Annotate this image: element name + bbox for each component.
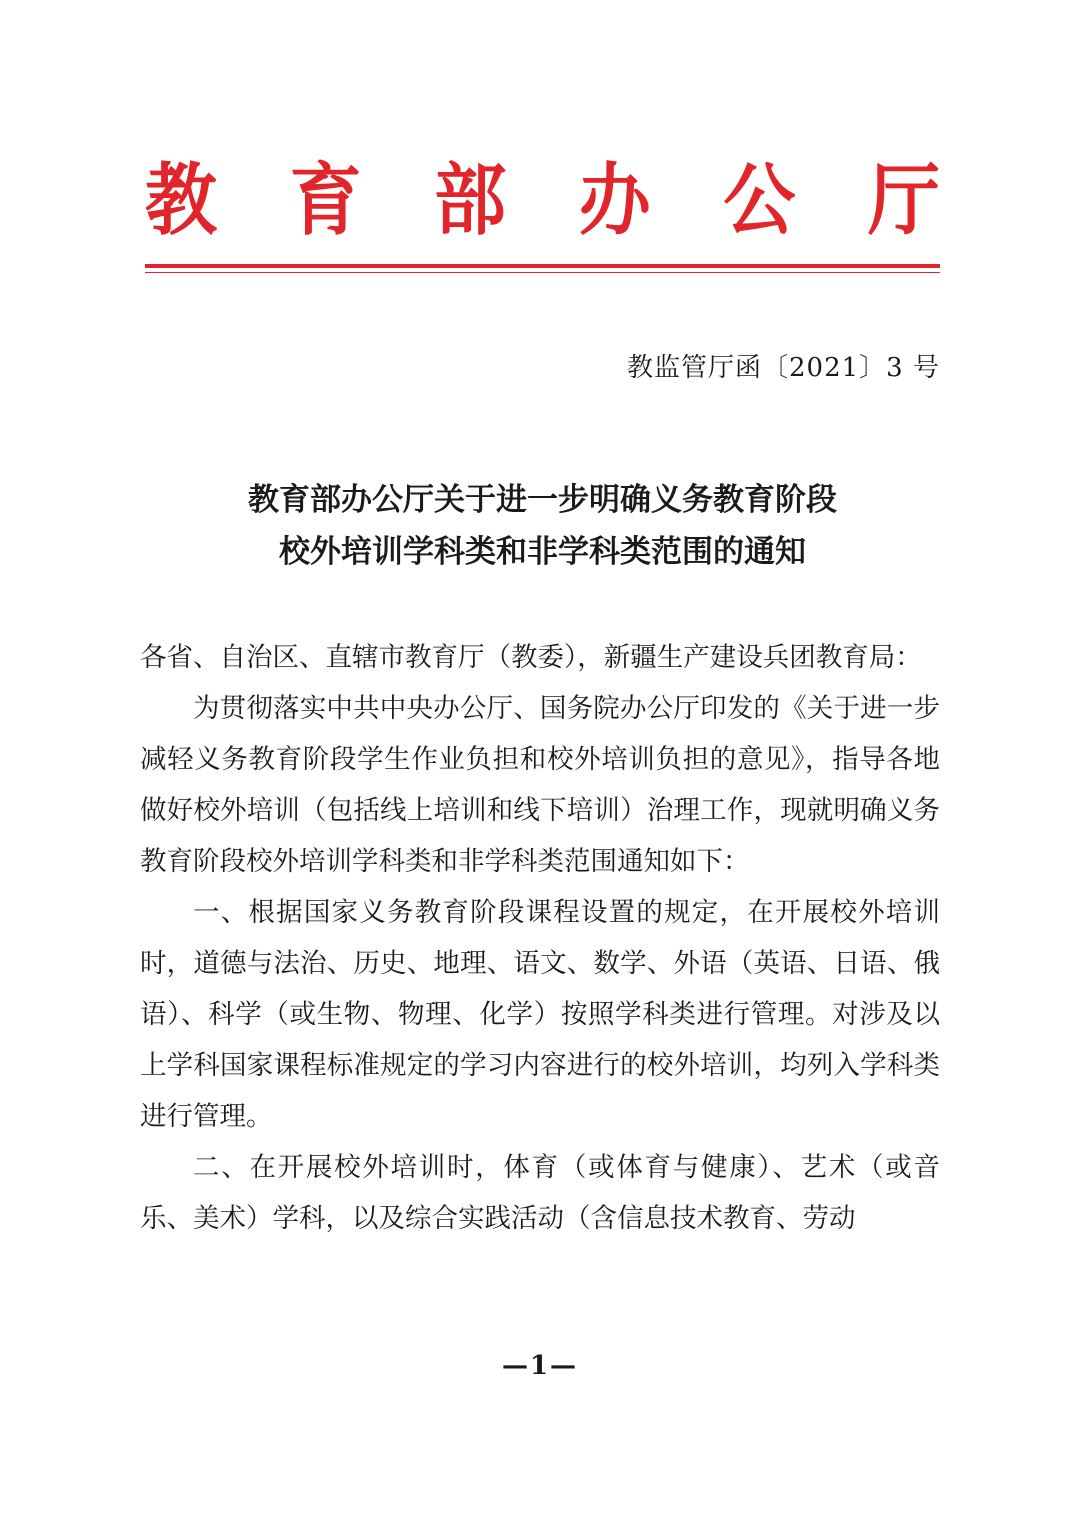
issuing-authority-header [145,150,940,250]
page-number: —1— [501,1351,579,1381]
header-char: 部 [434,153,507,246]
body-paragraph-3: 二、在开展校外培训时，体育（或体育与健康）、艺术（或音乐、美术）学科，以及综合实践活动（含信息技术教育、劳动 [140,1152,940,1234]
document-title-line-2: 校外培训学科类和非学科类范围的通知 [279,534,806,570]
document-body [140,632,940,1244]
document-number: 教监管厅函〔2021〕3 号 [627,353,940,383]
header-char: 公 [723,153,796,246]
salutation: 各省、自治区、直辖市教育厅（教委），新疆生产建设兵团教育局： [140,642,922,673]
header-char: 育 [289,153,362,246]
document-title [145,474,940,578]
header-divider-thick [145,264,940,268]
header-char: 办 [578,153,651,246]
document-title-line-1: 教育部办公厅关于进一步明确义务教育阶段 [248,482,837,518]
header-char: 教 [145,153,218,246]
body-paragraph-2: 一、根据国家义务教育阶段课程设置的规定，在开展校外培训时，道德与法治、历史、地理、语文、数学、外语（英语、日语、俄语）、科学（或生物、物理、化学）按照学科类进行管理。对涉及以上学科国家课程标准规定的学习内容进行的校外培训，均列入学科类进行管理。 [140,897,940,1132]
header-divider-thin [145,272,940,273]
body-paragraph-1: 为贯彻落实中共中央办公厅、国务院办公厅印发的《关于进一步减轻义务教育阶段学生作业负担和校外培训负担的意见》，指导各地做好校外培训（包括线上培训和线下培训）治理工作，现就明确义务教育阶段校外培训学科类和非学科类范围通知如下： [140,693,940,877]
header-char: 厅 [867,153,940,246]
